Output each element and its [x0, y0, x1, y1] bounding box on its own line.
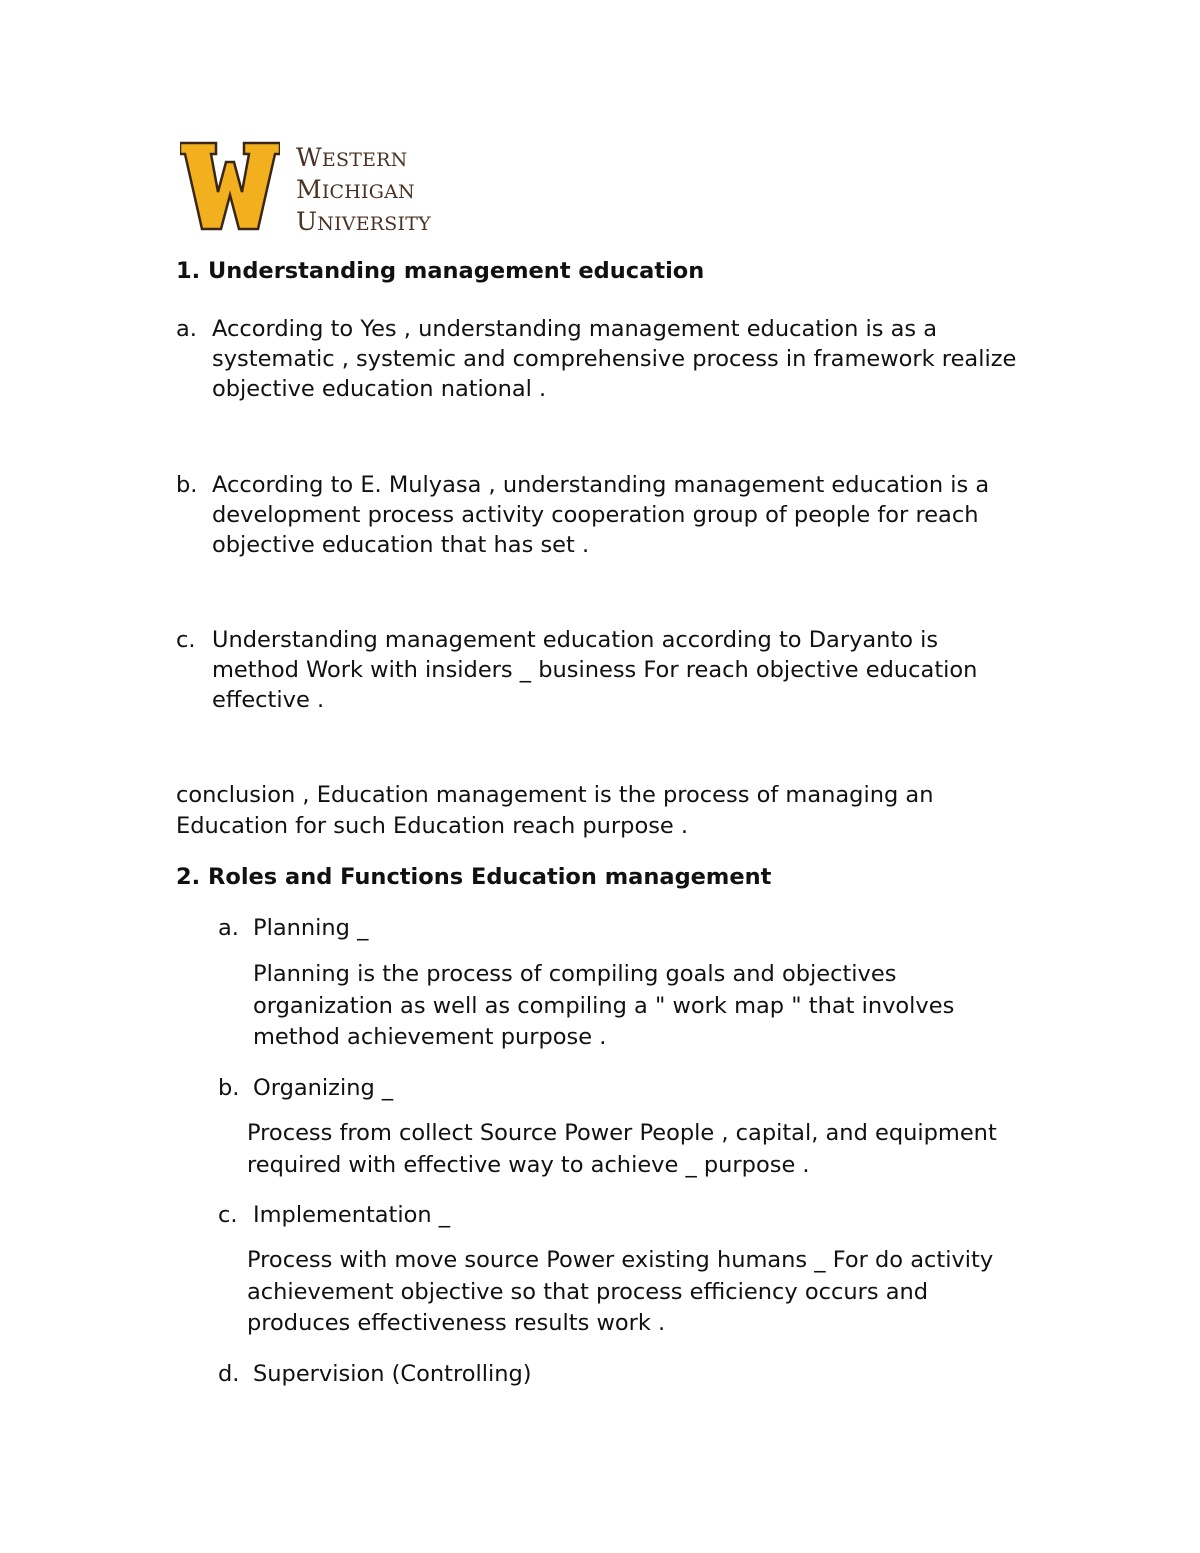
- section-2-heading: 2. Roles and Functions Education management: [176, 864, 772, 890]
- item-1c-text: Understanding management education according to Daryanto is method Work with insiders _ business For reach objective education effective .: [212, 627, 978, 713]
- item-2a-text: Planning is the process of compiling goals and objectives organization as well as compiling a " work map " that involves method achievement purpose .: [253, 961, 955, 1050]
- item-2c-text: Process with move source Power existing humans _ For do activity achievement objective so that process efficiency occurs and produces effectiveness results work .: [247, 1247, 994, 1336]
- logo-line-michigan: MICHIGAN: [296, 175, 415, 204]
- logo-line-university: UNIVERSITY: [296, 207, 431, 236]
- item-2b-text: Process from collect Source Power People , capital, and equipment required with effective way to achieve _ purpose .: [247, 1120, 997, 1178]
- university-logo: [180, 140, 450, 235]
- logo-line-western: WESTERN: [296, 143, 408, 172]
- item-2b-title: Organizing _: [253, 1075, 394, 1101]
- item-1a-text: According to Yes , understanding management education is as a systematic , systemic and comprehensive process in framework realize objective education national .: [212, 316, 1017, 402]
- item-2a-marker: a.: [218, 915, 239, 941]
- w-logo-icon: [180, 140, 280, 232]
- section-1-heading: 1. Understanding management education: [176, 258, 705, 284]
- item-2b-marker: b.: [218, 1075, 240, 1101]
- item-1b-marker: b.: [176, 472, 198, 498]
- conclusion-paragraph: conclusion , Education management is the process of managing an Education for such Education reach purpose .: [176, 782, 934, 839]
- item-2c-marker: c.: [218, 1202, 238, 1228]
- item-2d-title: Supervision (Controlling): [253, 1361, 532, 1387]
- item-1b-text: According to E. Mulyasa , understanding management education is a development process activity cooperation group of people for reach objective education that has set .: [212, 472, 990, 558]
- item-2d-marker: d.: [218, 1361, 240, 1387]
- logo-wordmark: [296, 143, 431, 239]
- item-1c-marker: c.: [176, 627, 196, 653]
- item-1a-marker: a.: [176, 316, 197, 342]
- item-2a-title: Planning _: [253, 915, 369, 941]
- item-2c-title: Implementation _: [253, 1202, 451, 1228]
